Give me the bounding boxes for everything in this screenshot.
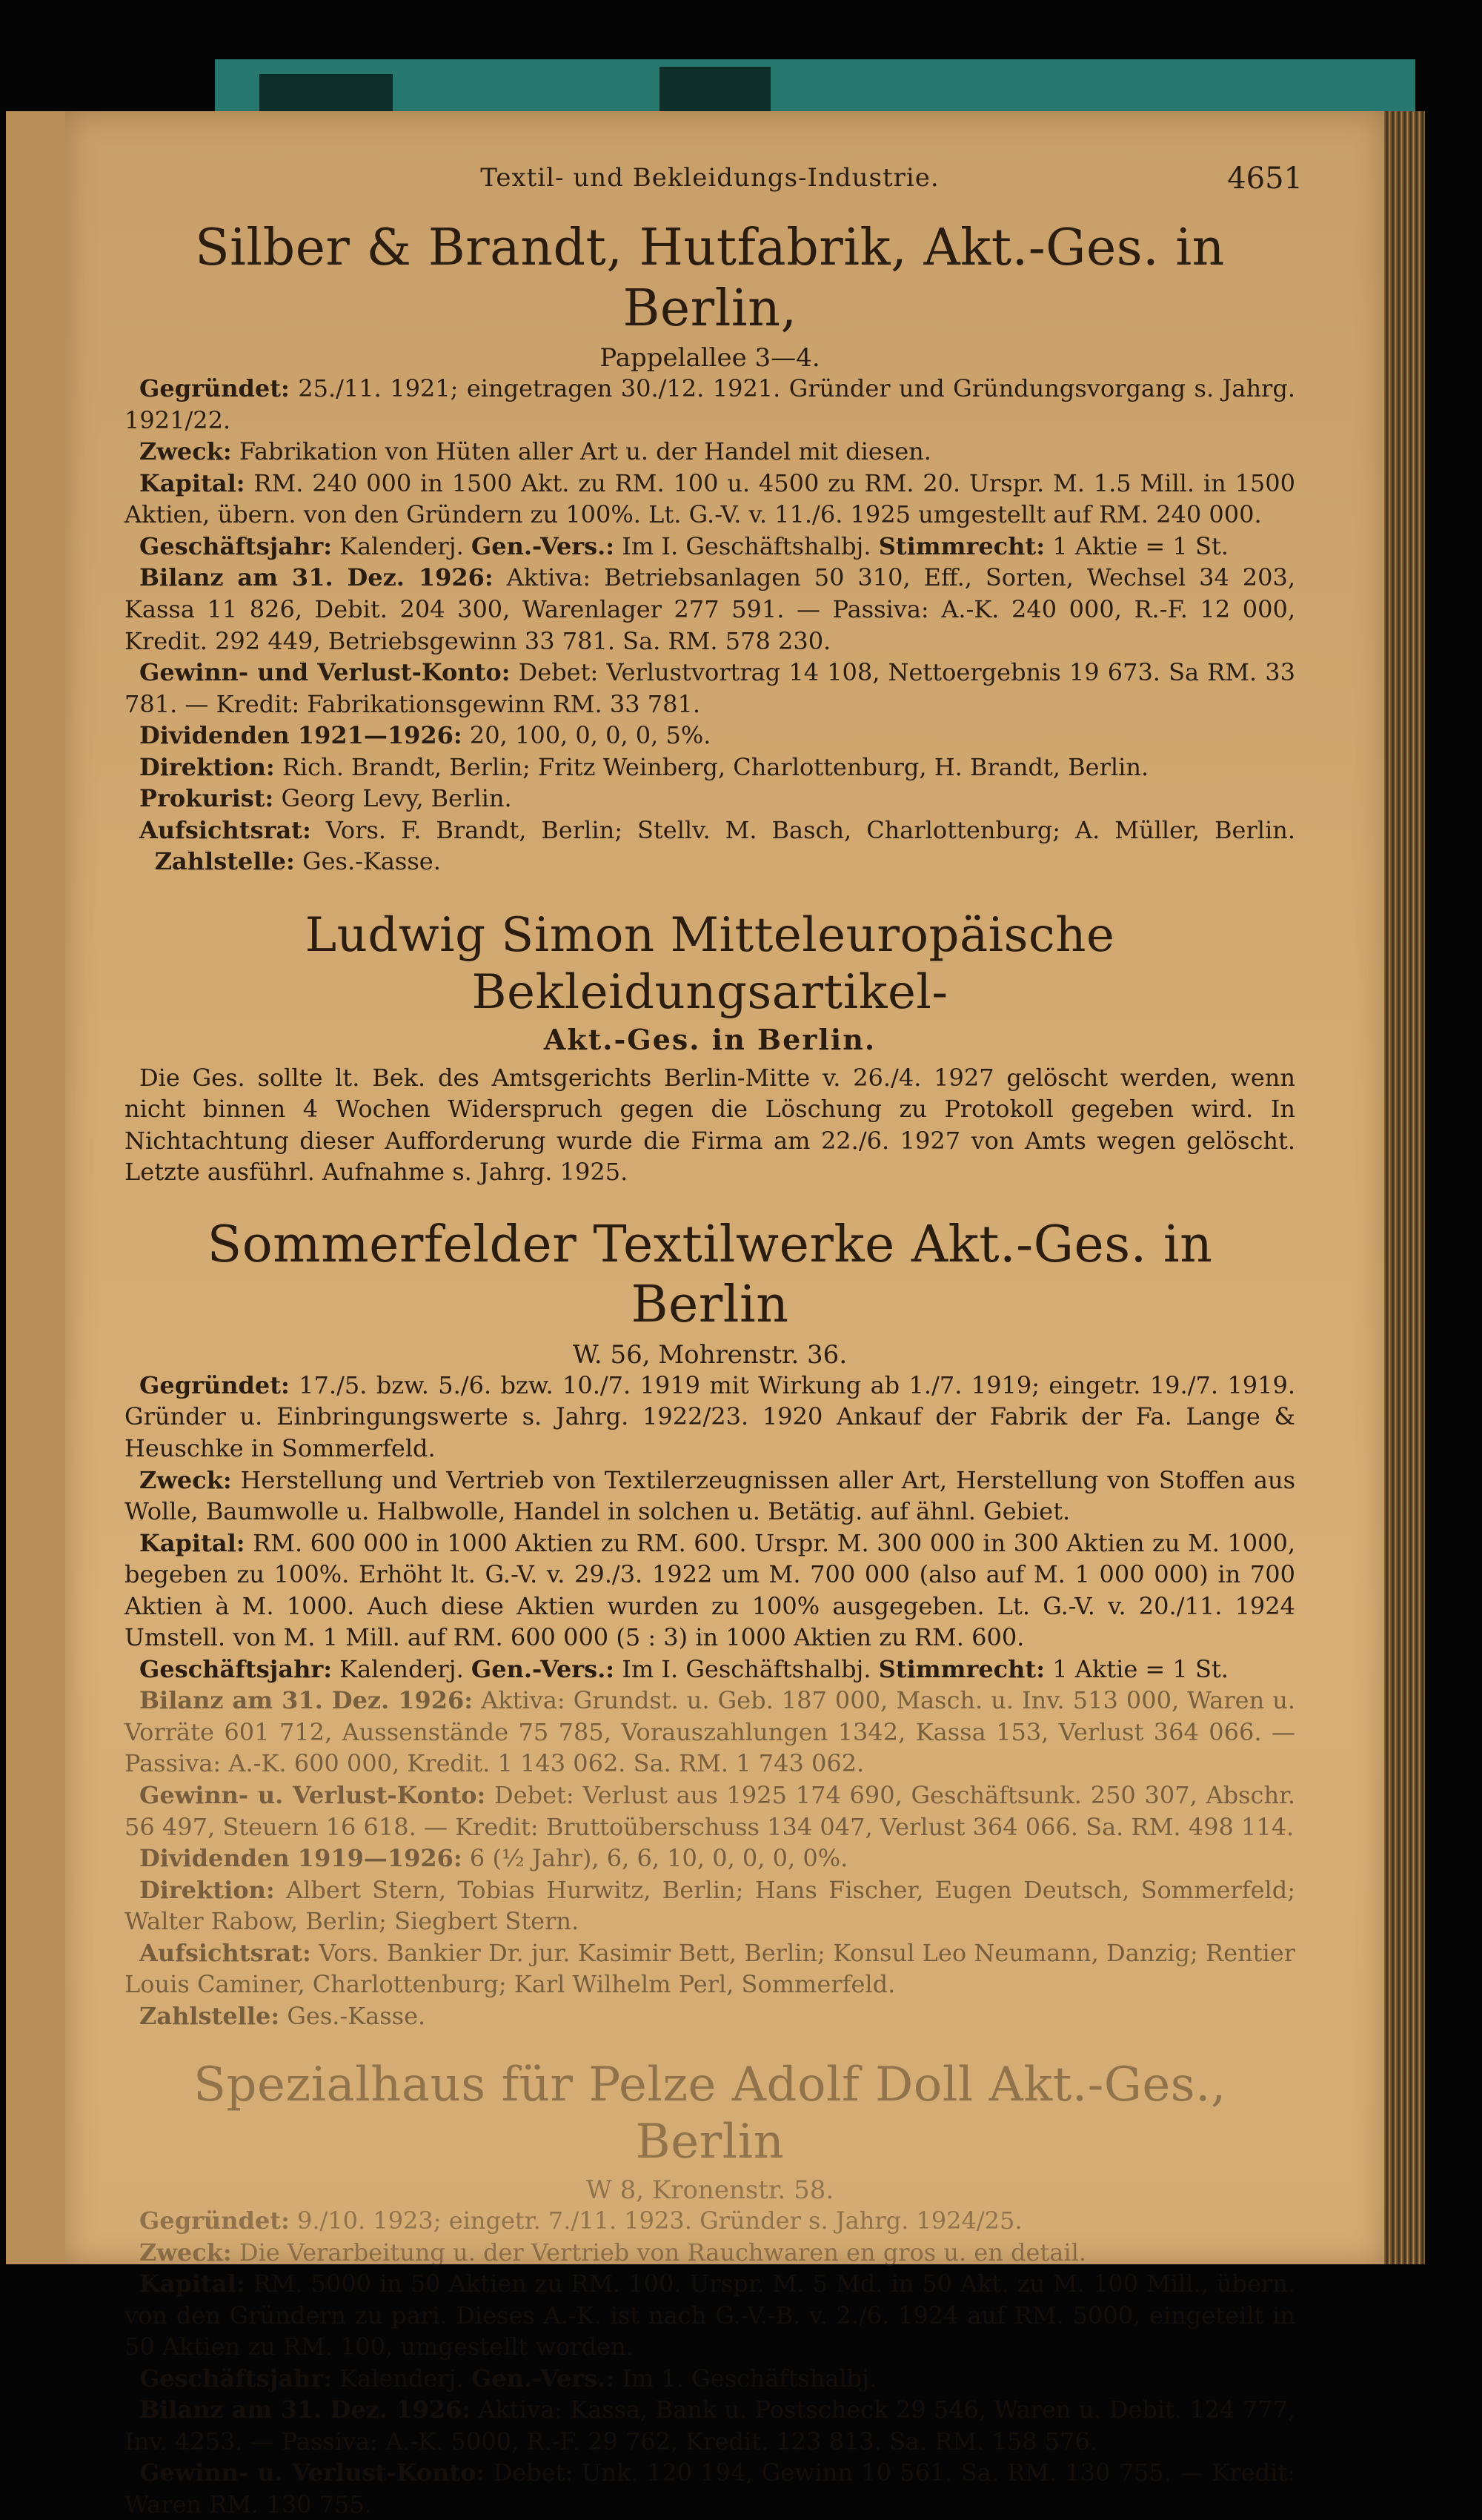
entry-subtitle: Akt.-Ges. in Berlin. xyxy=(543,1022,877,1056)
entry-sommerfelder xyxy=(124,1215,1295,2032)
proxy-paragraph: Prokurist: Georg Levy, Berlin. xyxy=(139,784,512,813)
fiscal-paragraph: Geschäftsjahr: Kalenderj. Gen.-Vers.: Im 1. Geschäftshalbj. xyxy=(139,2364,877,2393)
entry-address: Pappelallee 3—4. xyxy=(599,343,820,374)
founded-paragraph: Gegründet: 17./5. bzw. 5./6. bzw. 10./7. 1919 mit Wirkung ab 1./7. 1919; eingetr. 19./7. 1919. Gründer u. Einbringungswerte s. Jahrg. 1922/23. 1920 Ankauf der Fabrik der Fa. Lange & Heuschke in Sommerfeld. xyxy=(124,1370,1295,1462)
profit-loss-paragraph: Gewinn- und Verlust-Konto: Debet: Verlustvortrag 14 108, Nettoergebnis 19 673. Sa RM. 33 781. — Kredit: Fabrikationsgewinn RM. 33 781. xyxy=(124,658,1295,718)
dividends-paragraph: Dividenden 1921—1926: 20, 100, 0, 0, 0, 5%. xyxy=(139,721,711,750)
fiscal-paragraph: Geschäftsjahr: Kalenderj. Gen.-Vers.: Im I. Geschäftshalbj. Stimmrecht: 1 Aktie = 1 St. xyxy=(139,1654,1229,1683)
page-number: 4651 xyxy=(1227,162,1303,196)
entry-title: Sommerfelder Textilwerke Akt.-Ges. in Berlin xyxy=(207,1215,1213,1335)
book-page xyxy=(65,111,1384,2519)
running-head xyxy=(124,156,1303,200)
dividends-paragraph: Dividenden 1919—1926: 6 (½ Jahr), 6, 6, 10, 0, 0, 0, 0%. xyxy=(139,1844,848,1873)
balance-paragraph: Bilanz am 31. Dez. 1926: Aktiva: Betriebsanlagen 50 310, Eff., Sorten, Wechsel 34 203, Kassa 11 826, Debit. 204 300, Warenlager 277 591. — Passiva: A.-K. 240 000, R.-F. 12 000, Kredit. 292 449, Betriebsgewinn 33 781. Sa. RM. 578 230. xyxy=(124,563,1296,655)
section-title: Textil- und Bekleidungs-Industrie. xyxy=(480,163,940,193)
entry-ludwig-simon xyxy=(124,907,1295,1188)
profit-loss-paragraph: Gewinn- u. Verlust-Konto: Debet: Verlust aus 1925 174 690, Geschäftsunk. 250 307, Abschr. 56 497, Steuern 16 618. — Kredit: Bruttoüberschuss 134 047, Verlust 364 066. Sa. RM. 498 114. xyxy=(124,1781,1296,1841)
deletion-notice: Die Ges. sollte lt. Bek. des Amtsgerichts Berlin-Mitte v. 26./4. 1927 gelöscht werden, wenn nicht binnen 4 Wochen Widerspruch gegen die Löschung zu Protokoll gegeben wird. In Nichtachtung dieser Aufforderung wurde die Firma am 22./6. 1927 von Amts wegen gelöscht. Letzte ausführl. Aufnahme s. Jahrg. 1925. xyxy=(124,1063,1295,1187)
entry-title: Spezialhaus für Pelze Adolf Doll Akt.-Ges., Berlin xyxy=(193,2058,1226,2170)
founded-paragraph: Gegründet: 9./10. 1923; eingetr. 7./11. 1923. Gründer s. Jahrg. 1924/25. xyxy=(139,2206,1023,2235)
paying-agent-paragraph: Zahlstelle: Ges.-Kasse. xyxy=(139,2001,426,2030)
management-paragraph: Direktion: Rich. Brandt, Berlin; Fritz Weinberg, Charlottenburg, H. Brandt, Berlin. xyxy=(139,752,1149,781)
page-stack-edge xyxy=(1384,111,1425,2264)
entry-adolf-doll xyxy=(124,2057,1295,2520)
capital-paragraph: Kapital: RM. 5000 in 50 Aktien zu RM. 100. Urspr. M. 5 Md. in 50 Akt. zu M. 100 Mill., übern. von den Gründern zu pari. Dieses A.-K. ist nach G.-V.-B. v. 2./6. 1924 auf RM. 5000, eingeteilt in 50 Aktien zu RM. 100, umgestellt worden. xyxy=(124,2269,1296,2361)
board-paragraph: Aufsichtsrat: Vors. Bankier Dr. jur. Kasimir Bett, Berlin; Konsul Leo Neumann, Danzig; Rentier Louis Caminer, Charlottenburg; Karl Wilhelm Perl, Sommerfeld. xyxy=(124,1938,1296,1999)
capital-paragraph: Kapital: RM. 600 000 in 1000 Aktien zu RM. 600. Urspr. M. 300 000 in 300 Aktien zu M. 1000, begeben zu 100%. Erhöht lt. G.-V. v. 29./3. 1922 um M. 700 000 (also auf M. 1 000 000) in 700 Aktien à M. 1000. Auch diese Aktien wurden zu 100% ausgegeben. Lt. G.-V. v. 20./11. 1924 Umstell. von M. 1 Mill. auf RM. 600 000 (5 : 3) in 1000 Aktien zu RM. 600. xyxy=(124,1528,1296,1652)
purpose-paragraph: Zweck: Fabrikation von Hüten aller Art u. der Handel mit diesen. xyxy=(139,437,931,466)
founded-paragraph: Gegründet: 25./11. 1921; eingetragen 30./12. 1921. Gründer und Gründungsvorgang s. Jahrg. 1921/22. xyxy=(124,374,1296,434)
previous-page-edge xyxy=(6,111,65,2264)
management-paragraph: Direktion: Albert Stern, Tobias Hurwitz, Berlin; Hans Fischer, Eugen Deutsch, Sommerfeld; Walter Rabow, Berlin; Siegbert Stern. xyxy=(124,1875,1296,1936)
fiscal-paragraph: Geschäftsjahr: Kalenderj. Gen.-Vers.: Im I. Geschäftshalbj. Stimmrecht: 1 Aktie = 1 St. xyxy=(139,531,1229,560)
balance-paragraph: Bilanz am 31. Dez. 1926: Aktiva: Grundst. u. Geb. 187 000, Masch. u. Inv. 513 000, Waren u. Vorräte 601 712, Aussenstände 75 785, Vorauszahlungen 1342, Kassa 153, Verlust 364 066. — Passiva: A.-K. 600 000, Kredit. 1 143 062. Sa. RM. 1 743 062. xyxy=(124,1686,1296,1778)
entry-address: W. 56, Mohrenstr. 36. xyxy=(572,1339,848,1370)
profit-loss-paragraph: Gewinn- u. Verlust-Konto: Debet: Unk. 120 194, Gewinn 10 561. Sa. RM. 130 755. — Kredit: Waren RM. 130 755. xyxy=(124,2458,1296,2519)
entry-silber-brandt xyxy=(124,218,1295,878)
page-content xyxy=(124,156,1303,2520)
entry-title: Ludwig Simon Mitteleuropäische Bekleidungsartikel- xyxy=(305,907,1115,1020)
entry-address: W 8, Kronenstr. 58. xyxy=(585,2175,834,2205)
capital-paragraph: Kapital: RM. 240 000 in 1500 Akt. zu RM. 100 u. 4500 zu RM. 20. Urspr. M. 1.5 Mill. in 1500 Aktien, übern. von den Gründern zu 100%. Lt. G.-V. v. 11./6. 1925 umgestellt auf RM. 240 000. xyxy=(124,468,1296,529)
entry-title: Silber & Brandt, Hutfabrik, Akt.-Ges. in Berlin, xyxy=(195,219,1225,338)
purpose-paragraph: Zweck: Die Verarbeitung u. der Vertrieb von Rauchwaren en gros u. en detail. xyxy=(139,2238,1086,2267)
board-paragraph: Aufsichtsrat: Vors. F. Brandt, Berlin; Stellv. M. Basch, Charlottenburg; A. Müller, Berlin. Zahlstelle: Ges.-Kasse. xyxy=(139,815,1296,876)
balance-paragraph: Bilanz am 31. Dez. 1926: Aktiva: Kassa, Bank u. Postscheck 29 546, Waren u. Debit. 124 777, Inv. 4253. — Passiva: A.-K. 5000, R.-F. 29 762, Kredit. 123 813. Sa. RM. 158 576. xyxy=(124,2395,1296,2456)
purpose-paragraph: Zweck: Herstellung und Vertrieb von Textilerzeugnissen aller Art, Herstellung von Stoffen aus Wolle, Baumwolle u. Halbwolle, Handel in solchen u. Betätig. auf ähnl. Gebiet. xyxy=(124,1465,1296,1526)
